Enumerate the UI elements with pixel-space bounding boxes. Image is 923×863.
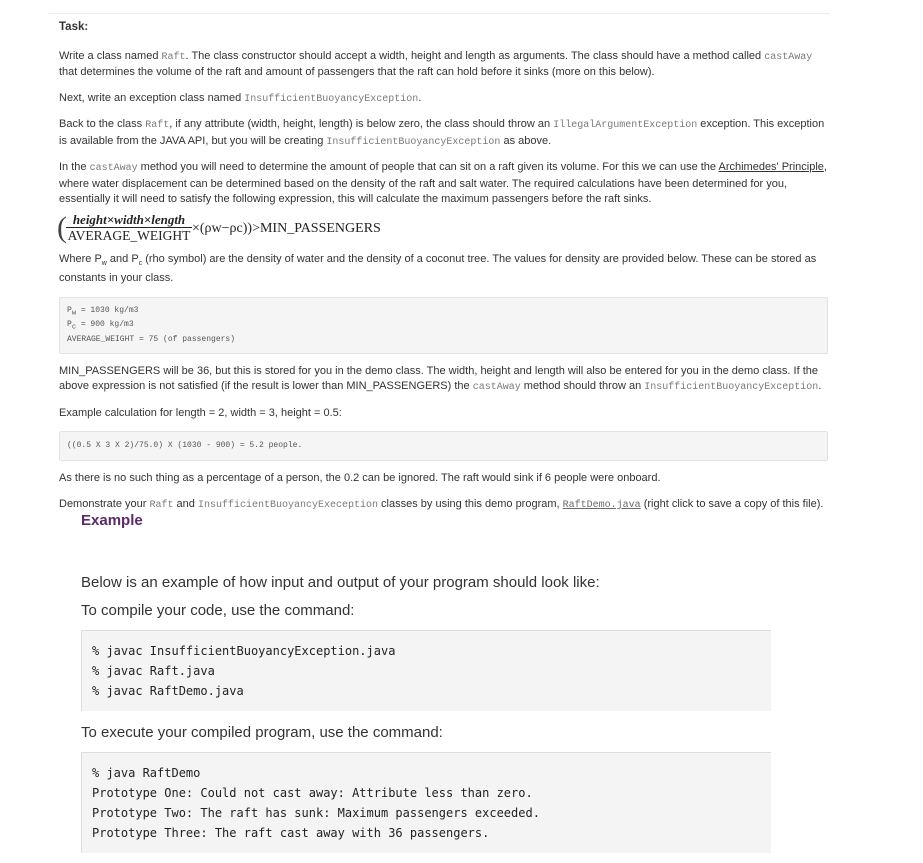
formula-rest: ×(ρw−ρc))>MIN_PASSENGERS (192, 220, 381, 236)
text: MIN_PASSENGERS will be 36, but this is stored for you in the demo class. The width, height and length will also be entered for you in the demo class. If the above expression is not satisfied (if the result is lower than MIN_PASSENGERS) the (59, 364, 818, 393)
text: P (67, 320, 72, 330)
text: Back to the class (59, 118, 146, 130)
task-paragraph-6 (59, 364, 829, 396)
text: (right click to save a copy of this file). (640, 497, 824, 510)
task-paragraph-7: Example calculation for length = 2, width = 3, height = 0.5: (59, 406, 342, 419)
text: , where water displacement can be determined based on the density of the raft and salt water. The required calculations have been determined for you, essentially it will need to satisfy the following expression, this will calculate the maximum passengers before the raft sinks. (59, 161, 827, 205)
inline-code: Raft (161, 51, 186, 63)
inline-code: IllegalArgumentException (553, 120, 698, 131)
calculation-code-block: ((0.5 X 3 X 2)/75.0) X (1030 - 900) = 5.2 people. (59, 431, 828, 461)
text: Write a class named (59, 49, 162, 62)
inline-code: Raft (149, 499, 174, 511)
task-paragraph-1 (59, 49, 829, 81)
example-intro: Below is an example of how input and output of your program should look like: (81, 574, 600, 591)
text: In the (59, 161, 90, 173)
formula-fraction (66, 212, 192, 244)
text: . The class constructor should accept a width, height and length as arguments. The class should have a method called (185, 49, 765, 62)
task-paragraph-2 (59, 91, 829, 108)
constant-line-weight: AVERAGE_WEIGHT = 75 (of passengers) (67, 334, 236, 344)
compile-label: To compile your code, use the command: (81, 602, 355, 619)
inline-code: castAway (764, 51, 813, 63)
code-line: % java RaftDemo (92, 766, 201, 780)
task-paragraph-5 (59, 252, 829, 287)
task-paragraph-3 (59, 117, 829, 150)
text: method you will need to determine the amount of people that can sit on a raft given its volume. For this we can use the (137, 161, 719, 173)
text: and (173, 497, 198, 510)
inline-code: InsufficientBuoyancyException (644, 382, 819, 394)
example-section (81, 512, 791, 853)
archimedes-link[interactable]: Archimedes' Principle (718, 161, 824, 173)
example-heading: Example (81, 512, 143, 529)
task-title: Task: (59, 21, 89, 33)
task-paragraph-9 (59, 497, 829, 514)
inline-code: Raft (145, 120, 170, 131)
text: and P (106, 252, 139, 265)
inline-code: InsufficientBuoyancyExeception (197, 499, 378, 511)
constant-line-water (67, 305, 820, 320)
subscript: c (71, 323, 77, 332)
buoyancy-formula (59, 212, 829, 246)
formula-denominator: AVERAGE_WEIGHT (67, 227, 191, 243)
subscript: c (138, 259, 143, 267)
text: that determines the volume of the raft and amount of passengers that the raft can hold before it sinks (more on this below). (59, 66, 655, 78)
code-line: % javac Raft.java (92, 664, 215, 678)
raftdemo-link[interactable]: RaftDemo.java (562, 499, 641, 511)
code-line: Prototype One: Could not cast away: Attribute less than zero. (92, 786, 533, 800)
code-line: Prototype Three: The raft cast away with 36 passengers. (92, 826, 490, 840)
text: . (418, 91, 422, 104)
text: exception. This exception is available from the JAVA API, but you will be creating (59, 118, 825, 147)
text: = 1030 kg/m3 (76, 305, 139, 315)
constants-code-block (59, 297, 828, 354)
task-paragraph-4 (59, 160, 829, 208)
execute-label: To execute your compiled program, use the command: (81, 724, 443, 741)
inline-code: castAway (472, 382, 521, 394)
text: P (67, 305, 72, 315)
code-line: Prototype Two: The raft has sunk: Maximum passengers exceeded. (92, 806, 540, 820)
code-line: % javac InsufficientBuoyancyException.java (92, 644, 396, 658)
formula-numerator: height×width×length (66, 212, 192, 228)
inline-code: castAway (89, 163, 138, 174)
subscript: w (101, 259, 107, 267)
code-line: % javac RaftDemo.java (92, 684, 244, 698)
compile-code-block (81, 630, 771, 711)
subscript: w (71, 309, 77, 318)
text: Demonstrate your (59, 497, 150, 510)
text: = 900 kg/m3 (76, 320, 134, 330)
text: , if any attribute (width, height, length) is below zero, the class should throw an (169, 118, 554, 130)
task-section (59, 20, 829, 523)
text: (rho symbol) are the density of water and the density of a coconut tree. The values for density are provided below. These can be stored as constants in your class. (59, 252, 817, 285)
task-paragraph-8: As there is no such thing as a percentage of a person, the 0.2 can be ignored. The raft would sink if 6 people were onboard. (59, 472, 661, 485)
text: classes by using this demo program, (378, 497, 563, 510)
text: Where P (59, 252, 102, 265)
constant-line-coconut (67, 319, 820, 334)
text: method should throw an (520, 380, 645, 393)
top-divider (49, 13, 830, 14)
inline-code: InsufficientBuoyancyException (326, 136, 501, 148)
inline-code: InsufficientBuoyancyException (244, 93, 419, 105)
text: as above. (500, 134, 552, 147)
text: . (818, 380, 822, 393)
formula-open-paren: ( (57, 210, 67, 244)
text: Next, write an exception class named (59, 91, 245, 104)
execute-code-block (81, 752, 771, 853)
